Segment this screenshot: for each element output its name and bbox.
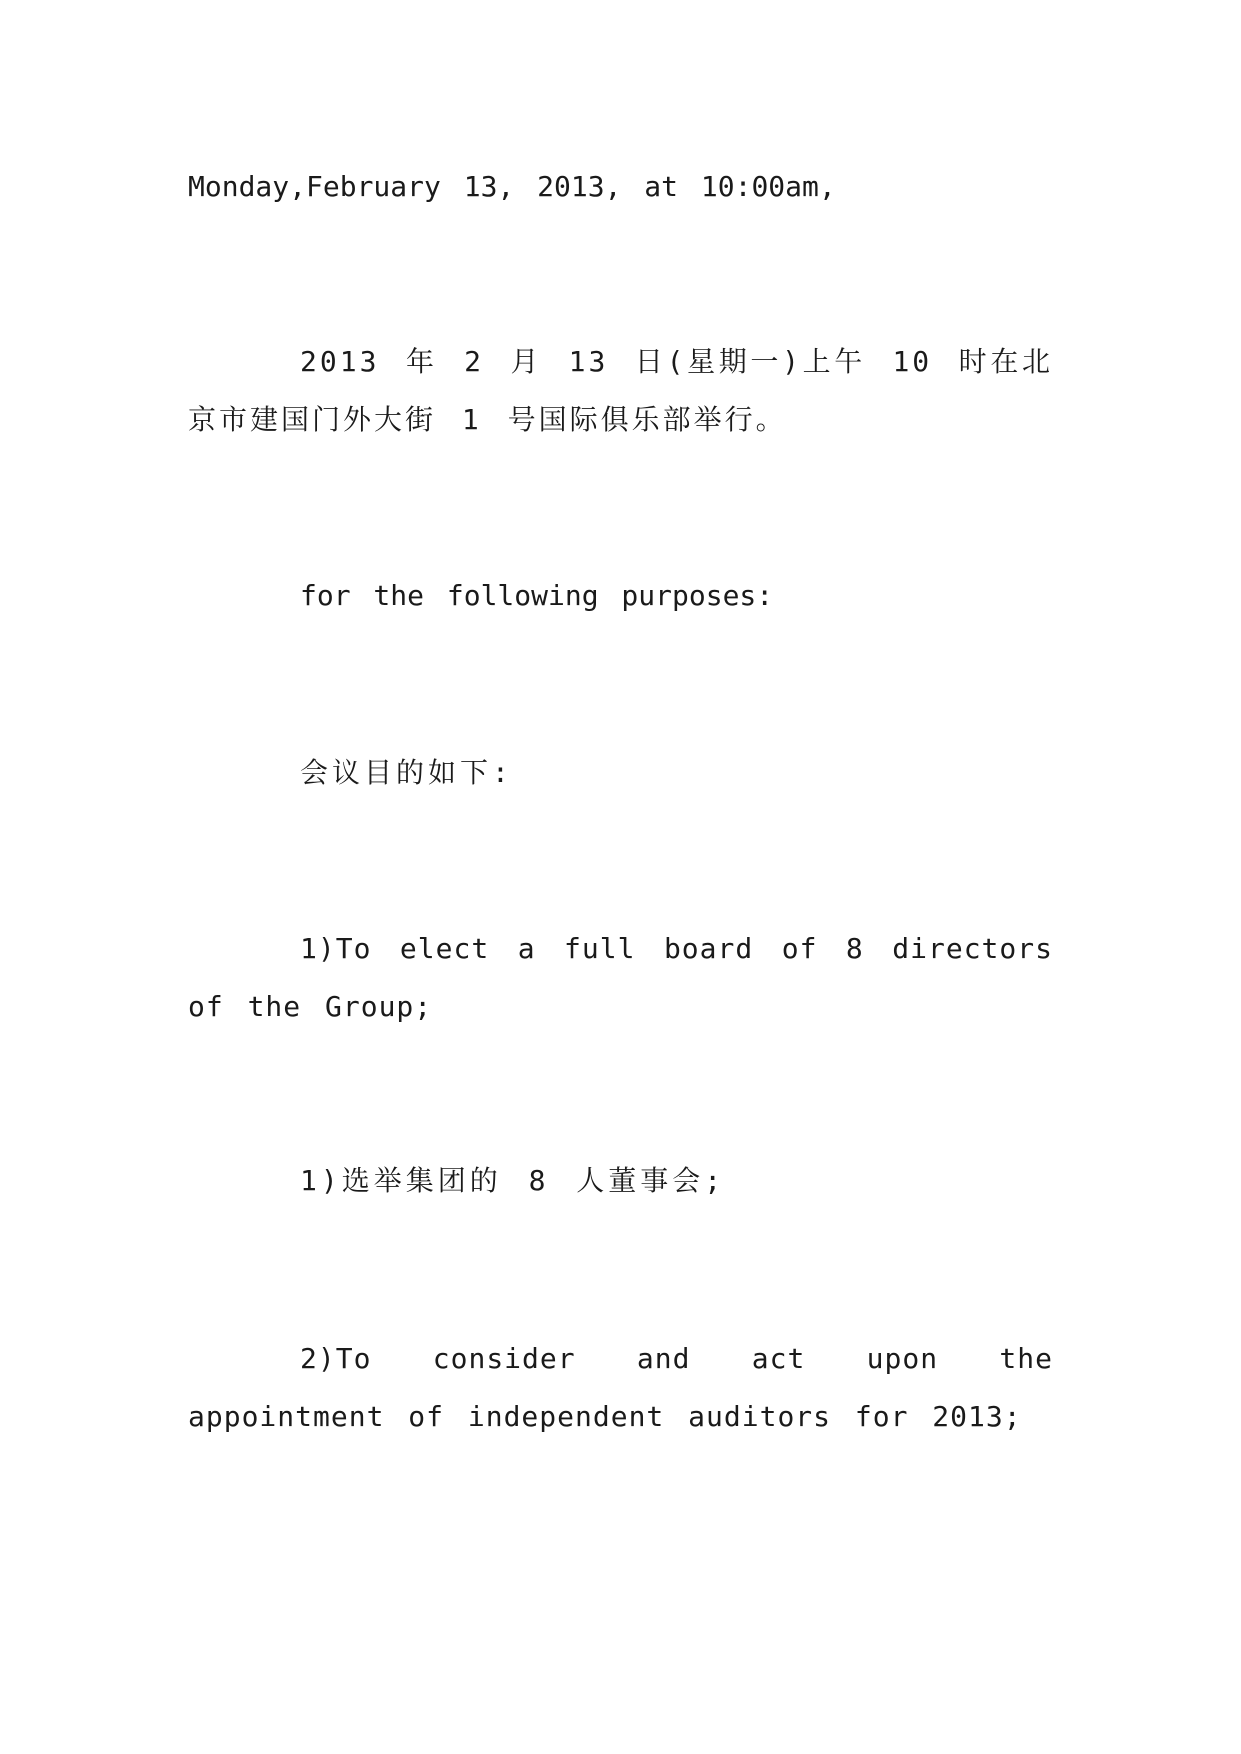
purpose-2-en: 2)To consider and act upon the appointment of independent auditors for 2013; — [188, 1342, 1053, 1433]
purposes-heading-en: for the following purposes: — [300, 579, 774, 612]
meeting-date-zh: 2013 年 2 月 13 日(星期一)上午 10 时在北京市建国门外大街 1 号国际俱乐部举行。 — [188, 345, 1053, 436]
meeting-date-en: Monday,February 13, 2013, at 10:00am, — [188, 170, 836, 203]
purpose-1-en: 1)To elect a full board of 8 directors of the Group; — [188, 932, 1053, 1023]
purposes-heading-zh: 会议目的如下: — [300, 756, 513, 789]
purpose-1-zh: 1)选举集团的 8 人董事会; — [300, 1164, 726, 1197]
